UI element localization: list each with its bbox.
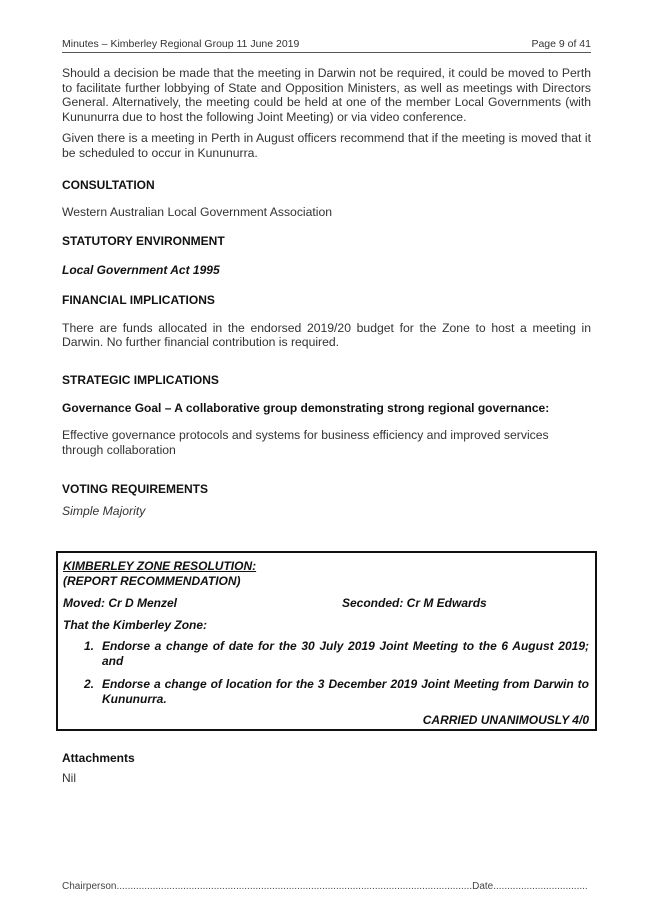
list-item <box>63 677 589 707</box>
carried-status: CARRIED UNANIMOUSLY 4/0 <box>422 713 589 727</box>
moved-seconded-row <box>63 596 589 611</box>
resolution-preamble: That the Kimberley Zone: <box>63 618 208 632</box>
list-item-number: 1. <box>83 639 94 653</box>
list-item-number: 2. <box>83 677 94 691</box>
paragraph-decision: Should a decision be made that the meeting in Darwin not be required, it could be moved to Perth to facilitate further lobbying of State and Opposition Ministers, as well as meetings with Directors General. Alternatively, the meeting could be held at one of the member Local Governments (with Kununurra due to host the following Joint Meeting) or via video conference. <box>62 66 591 124</box>
voting-heading: VOTING REQUIREMENTS <box>62 482 209 497</box>
main-content <box>62 66 591 518</box>
resolution-list <box>63 639 589 707</box>
attachments-heading: Attachments <box>62 751 135 765</box>
list-item-text: Endorse a change of date for the 30 July 2019 Joint Meeting to the 6 August 2019; and <box>102 639 589 668</box>
attachments-section <box>62 751 591 786</box>
seconded-by: Seconded: Cr M Edwards <box>342 596 487 610</box>
governance-text: Effective governance protocols and systems for business efficiency and improved services through collaboration <box>62 427 549 457</box>
signature-footer: Chairperson................................................................................................................................Date.................................. <box>62 881 588 892</box>
resolution-box <box>56 551 597 731</box>
header-title: Minutes – Kimberley Regional Group 11 June 2019 <box>62 38 300 50</box>
list-item-text: Endorse a change of location for the 3 December 2019 Joint Meeting from Darwin to Kununurra. <box>102 677 589 706</box>
page-header <box>62 38 591 50</box>
page-number: Page 9 of 41 <box>531 38 591 50</box>
financial-text: There are funds allocated in the endorsed 2019/20 budget for the Zone to host a meeting in Darwin. No further financial contribution is required. <box>62 320 591 350</box>
resolution-subtitle: (REPORT RECOMMENDATION) <box>63 574 241 588</box>
list-item <box>63 639 589 669</box>
statutory-text: Local Government Act 1995 <box>62 263 220 278</box>
strategic-heading: STRATEGIC IMPLICATIONS <box>62 372 219 387</box>
statutory-heading: STATUTORY ENVIRONMENT <box>62 233 225 248</box>
resolution-title: KIMBERLEY ZONE RESOLUTION: <box>63 559 257 573</box>
attachments-text: Nil <box>62 771 76 785</box>
paragraph-recommendation: Given there is a meeting in Perth in August officers recommend that if the meeting is moved that it be scheduled to occur in Kununurra. <box>62 131 591 160</box>
voting-text: Simple Majority <box>62 503 146 518</box>
financial-heading: FINANCIAL IMPLICATIONS <box>62 292 215 307</box>
consultation-heading: CONSULTATION <box>62 177 155 192</box>
consultation-text: Western Australian Local Government Association <box>62 205 333 220</box>
header-rule <box>62 52 591 53</box>
governance-goal: Governance Goal – A collaborative group demonstrating strong regional governance: <box>62 401 550 416</box>
moved-by: Moved: Cr D Menzel <box>63 596 178 610</box>
